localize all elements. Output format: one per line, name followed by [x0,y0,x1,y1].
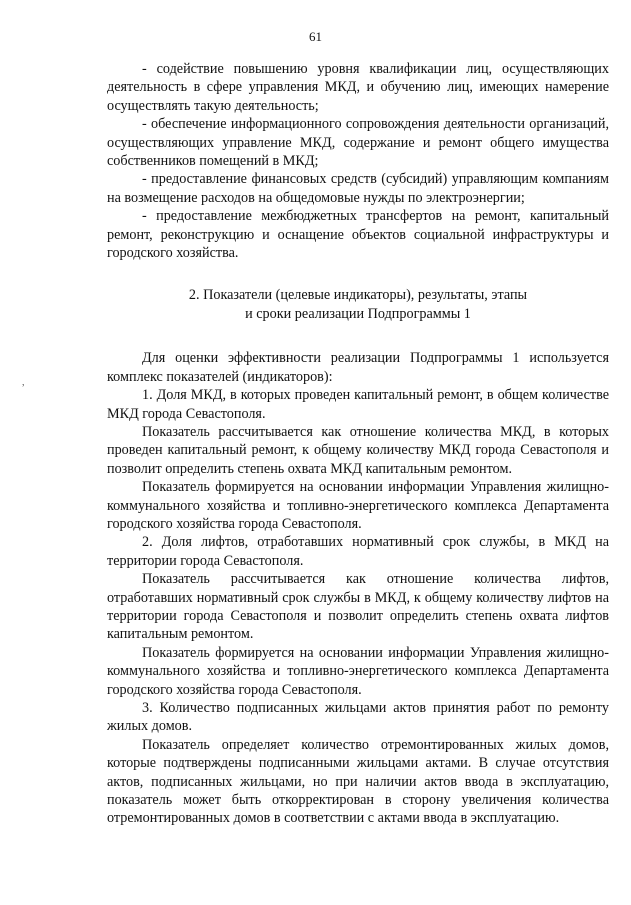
bullet-item: - предоставление финансовых средств (субсидий) управляющим компаниям на возмещение расходов на общедомовые нужды по электроэнергии; [107,171,609,206]
indicator-3-title: 3. Количество подписанных жильцами актов принятия работ по ремонту жилых домов. [107,700,609,735]
bullet-item: - обеспечение информационного сопровождения деятельности организаций, осуществляющих управление МКД, содержание и ремонт общего имущества собственников помещений в МКД; [107,116,609,170]
indicator-1-source: Показатель формируется на основании информации Управления жилищно-коммунального хозяйства и топливно-энергетического комплекса Департамента городского хозяйства города Севастополя. [107,479,609,532]
indicator-1-calculation: Показатель рассчитывается как отношение количества МКД, в которых проведен капитальный ремонт, к общему количеству МКД города Севастополя и позволит определить степень охвата МКД капитальным ремонтом. [107,423,609,477]
indicator-2-title: 2. Доля лифтов, отработавших нормативный срок службы, в МКД на территории города Севастополя. [107,534,609,569]
stray-mark: , [22,377,25,388]
section-heading [107,286,609,323]
indicator-3-description: Показатель определяет количество отремонтированных жилых домов, которые подтверждены подписанными жильцами актами. В случае отсутствия актов, подписанных жильцами, но при наличии актов ввода в эксплуатацию, показатель может быть откорректирован в сторону увеличения количества отремонтированных домов в соответствии с актами ввода в эксплуатацию. [107,736,609,827]
intro-paragraph: Для оценки эффективности реализации Подпрограммы 1 используется комплекс показателей (индикаторов): [107,350,609,385]
page-number: 61 [309,29,322,44]
bullet-item: - предоставление межбюджетных трансфертов на ремонт, капитальный ремонт, реконструкцию и оснащение объектов социальной инфраструктуры и городского хозяйства. [107,208,609,262]
bullet-item: - содействие повышению уровня квалификации лиц, осуществляющих деятельность в сфере управления МКД, и обучению лиц, имеющих намерение осуществлять такую деятельность; [107,61,609,114]
indicator-1-title: 1. Доля МКД, в которых проведен капитальный ремонт, в общем количестве МКД города Севастополя. [107,387,609,422]
indicator-2-source: Показатель формируется на основании информации Управления жилищно-коммунального хозяйства и топливно-энергетического комплекса Департамента городского хозяйства города Севастополя. [107,644,609,698]
document-body [107,60,609,828]
section-heading-line-2: и сроки реализации Подпрограммы 1 [245,305,471,322]
indicator-2-calculation: Показатель рассчитывается как отношение количества лифтов, отработавших нормативный срок службы в МКД, к общему количеству лифтов на территории города Севастополя и позволит определить степень охвата лифтов капитальным ремонтом. [107,571,609,643]
section-heading-line-1: 2. Показатели (целевые индикаторы), результаты, этапы [188,287,528,304]
